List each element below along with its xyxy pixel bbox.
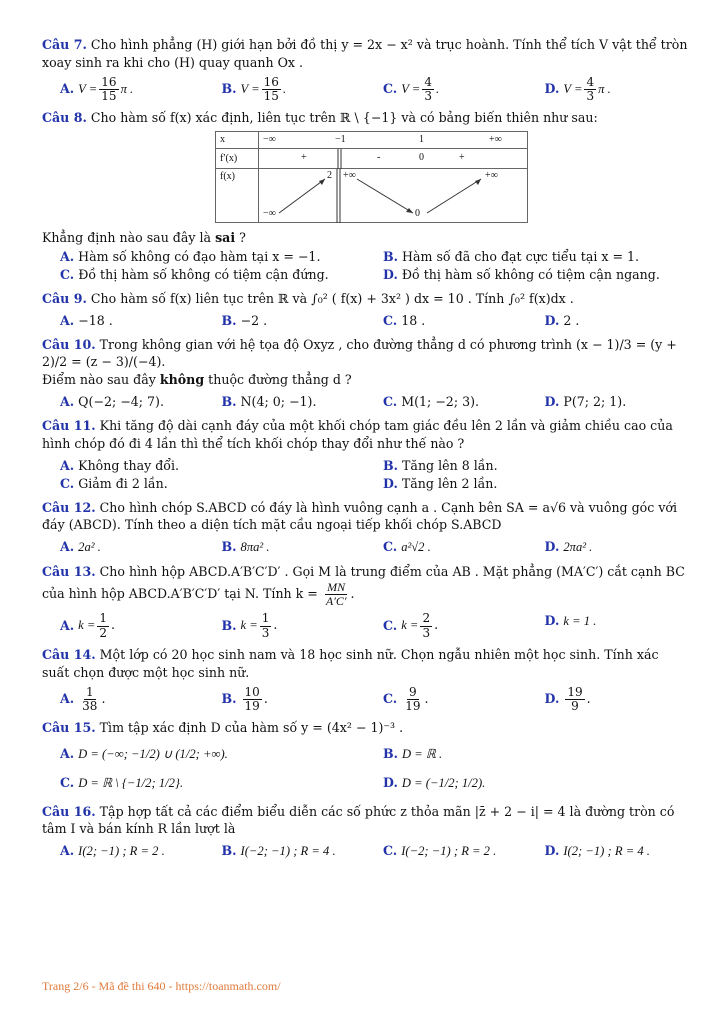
option-d[interactable]: D. D = (−1/2; 1/2). [383, 774, 486, 790]
x-value: 1 [419, 134, 424, 145]
question-label: Câu 12. [42, 499, 96, 515]
question-label: Câu 8. [42, 110, 87, 126]
option-b[interactable]: B. −2 . [221, 312, 268, 328]
sign: + [459, 152, 465, 164]
f-value: 2 [327, 170, 332, 182]
option-d[interactable]: D. I(2; −1) ; R = 4 . [544, 843, 650, 859]
option-d[interactable]: D. 2 . [544, 312, 580, 328]
option-a[interactable]: A. I(2; −1) ; R = 2 . [60, 843, 165, 859]
question-label: Câu 7. [42, 37, 87, 52]
f-value: −∞ [263, 208, 276, 220]
question-text: Trong không gian với hệ tọa độ Oxyz , cho đường thẳng d có phương trình (x − 1)/3 = (y + 2)/2 = (z − 3)/(−4). [42, 336, 677, 370]
question-7 [42, 36, 688, 72]
function-label: f(x) [216, 169, 259, 223]
option-d[interactable]: D. V = $\frac{4}{3}$ π . [544, 74, 611, 103]
f-value: +∞ [485, 170, 498, 182]
option-c[interactable]: C. Giảm đi 2 lần. [60, 475, 168, 491]
option-d[interactable]: D. k = 1 . [544, 613, 597, 629]
option-a[interactable]: A. D = (−∞; −1/2) ∪ (1/2; +∞). [60, 745, 228, 761]
exam-page [42, 36, 688, 867]
x-value: +∞ [489, 134, 502, 145]
question-text: Khi tăng độ dài cạnh đáy của một khối chóp tam giác đều lên 2 lần và giảm chiều cao của hình chóp đó đi 4 lần thì thể tích khối chóp thay đổi như thế nào ? [42, 418, 673, 451]
option-b[interactable]: B. D = ℝ . [383, 745, 443, 761]
option-a[interactable]: A. 2a² . [60, 539, 101, 555]
option-a[interactable]: A. −18 . [60, 312, 113, 328]
question-15 [42, 719, 688, 737]
sign: - [377, 152, 381, 164]
option-d[interactable]: D. 2πa² . [544, 539, 593, 555]
option-b[interactable]: B. k = $\frac{1}{3}$ . [221, 611, 278, 640]
question-label: Câu 11. [42, 418, 96, 434]
options-8 [42, 248, 688, 284]
option-a[interactable]: A. k = $\frac{1}{2}$ . [60, 611, 116, 640]
question-14 [42, 646, 688, 682]
question-text: Cho hàm số f(x) xác định, liên tục trên ℝ \ {−1} và có bảng biến thiên như sau: [90, 110, 598, 126]
options-10 [42, 393, 688, 411]
question-8 [42, 109, 688, 127]
option-c[interactable]: C. I(−2; −1) ; R = 2 . [383, 843, 497, 859]
option-a[interactable]: A. Không thay đổi. [60, 457, 180, 473]
question-9 [42, 290, 688, 308]
option-a[interactable]: A. V = $\frac{16}{15}$ π . [60, 74, 134, 103]
option-c[interactable]: C. a²√2 . [383, 539, 431, 555]
derivative-label: f′(x) [216, 149, 259, 169]
variation-table [215, 131, 528, 223]
question-text: Cho hàm số f(x) liên tục trên ℝ và ∫₀² ( f(x) + 3x² ) dx = 10 . Tính ∫₀² f(x)dx . [90, 290, 574, 306]
question-11 [42, 417, 688, 453]
f-value: 0 [415, 208, 420, 220]
x-value: −1 [335, 134, 346, 145]
options-13 [42, 612, 688, 639]
f-value: +∞ [343, 170, 356, 182]
option-c[interactable]: C. V = $\frac{4}{3}$ . [383, 74, 440, 103]
question-8-prompt: Khẳng định nào sau đây là sai ? [42, 230, 246, 246]
option-d[interactable]: D. Tăng lên 2 lần. [383, 475, 498, 491]
options-15 [42, 745, 688, 793]
option-c[interactable]: C. M(1; −2; 3). [383, 394, 479, 410]
question-16 [42, 803, 688, 839]
option-d[interactable]: D. $\frac{19}{9}$ . [544, 684, 591, 713]
option-b[interactable]: B. V = $\frac{16}{15}$ . [221, 74, 287, 103]
option-b[interactable]: B. I(−2; −1) ; R = 4 . [221, 843, 336, 859]
question-label: Câu 13. [42, 564, 96, 580]
question-label: Câu 10. [42, 336, 96, 352]
option-c[interactable]: C. 18 . [383, 312, 426, 328]
option-a[interactable]: A. Hàm số không có đạo hàm tại x = −1. [60, 249, 321, 265]
question-label: Câu 9. [42, 290, 87, 306]
question-text: Cho hình phẳng (H) giới hạn bởi đồ thị y = 2x − x² và trục hoành. Tính thể tích V vật thể tròn xoay sinh ra khi cho (H) quay quanh Ox . [42, 37, 688, 70]
option-c[interactable]: C. k = $\frac{2}{3}$ . [383, 611, 439, 640]
question-10: Câu 10. Trong không gian với hệ tọa độ Oxyz , cho đường thẳng d có phương trình (x − 1)/3 = (y + 2)/2 = (z − 3)/(−4). Điểm nào sau đây không thuộc đường thẳng d ? [42, 336, 677, 388]
options-16 [42, 842, 688, 861]
options-14 [42, 686, 688, 713]
variation-arrows [259, 169, 559, 223]
sign: 0 [419, 152, 424, 164]
question-label: Câu 16. [42, 803, 96, 819]
option-b[interactable]: B. $\frac{10}{19}$ . [221, 684, 268, 713]
option-b[interactable]: B. Hàm số đã cho đạt cực tiểu tại x = 1. [383, 249, 640, 265]
option-b[interactable]: B. N(4; 0; −1). [221, 394, 317, 410]
option-c[interactable]: C. Đồ thị hàm số không có tiệm cận đứng. [60, 266, 329, 282]
question-text: Cho hình chóp S.ABCD có đáy là hình vuông cạnh a . Cạnh bên SA = a√6 và vuông góc với đáy (ABCD). Tính theo a diện tích mặt cầu ngoại tiếp khối chóp S.ABCD [42, 499, 678, 533]
question-13: Câu 13. Cho hình hộp ABCD.A′B′C′D′ . Gọi M là trung điểm của AB . Mặt phẳng (MA′C′) cắt cạnh BC của hình hộp ABCD.A′B′C′D′ tại N. Tính k = $\frac{MN}{A'C'}$ . [42, 564, 685, 609]
question-text: Tìm tập xác định D của hàm số y = (4x² − 1)⁻³ . [99, 719, 404, 735]
sign: + [301, 152, 307, 164]
option-a[interactable]: A. Q(−2; −4; 7). [60, 394, 164, 410]
option-d[interactable]: D. Đồ thị hàm số không có tiệm cận ngang. [383, 266, 660, 282]
options-9 [42, 312, 688, 330]
option-b[interactable]: B. Tăng lên 8 lần. [383, 457, 498, 473]
x-label: x [216, 132, 259, 149]
question-text: Cho hình hộp ABCD.A′B′C′D′ . Gọi M là trung điểm của AB . Mặt phẳng (MA′C′) cắt cạnh BC [99, 564, 685, 580]
option-c[interactable]: C. D = ℝ \ {−1/2; 1/2}. [60, 774, 184, 790]
option-d[interactable]: D. P(7; 2; 1). [544, 394, 627, 410]
option-a[interactable]: A. $\frac{1}{38}$ . [60, 684, 106, 713]
question-text: Tập hợp tất cả các điểm biểu diễn các số phức z thỏa mãn |z̄ + 2 − i| = 4 là đường tròn có tâm I và bán kính R lần lượt là [42, 803, 675, 837]
options-11 [42, 457, 688, 493]
question-label: Câu 14. [42, 646, 96, 662]
options-12 [42, 538, 688, 557]
page-footer: Trang 2/6 - Mã đề thi 640 - https://toanmath.com/ [42, 979, 281, 993]
options-7 [42, 76, 688, 103]
x-value: −∞ [263, 134, 276, 145]
option-b[interactable]: B. 8πa² . [221, 539, 270, 555]
question-label: Câu 15. [42, 719, 96, 735]
question-12 [42, 499, 688, 535]
option-c[interactable]: C. $\frac{9}{19}$ . [383, 684, 429, 713]
question-text: Một lớp có 20 học sinh nam và 18 học sinh nữ. Chọn ngẫu nhiên một học sinh. Tính xác suất chọn được một học sinh nữ. [42, 646, 659, 680]
